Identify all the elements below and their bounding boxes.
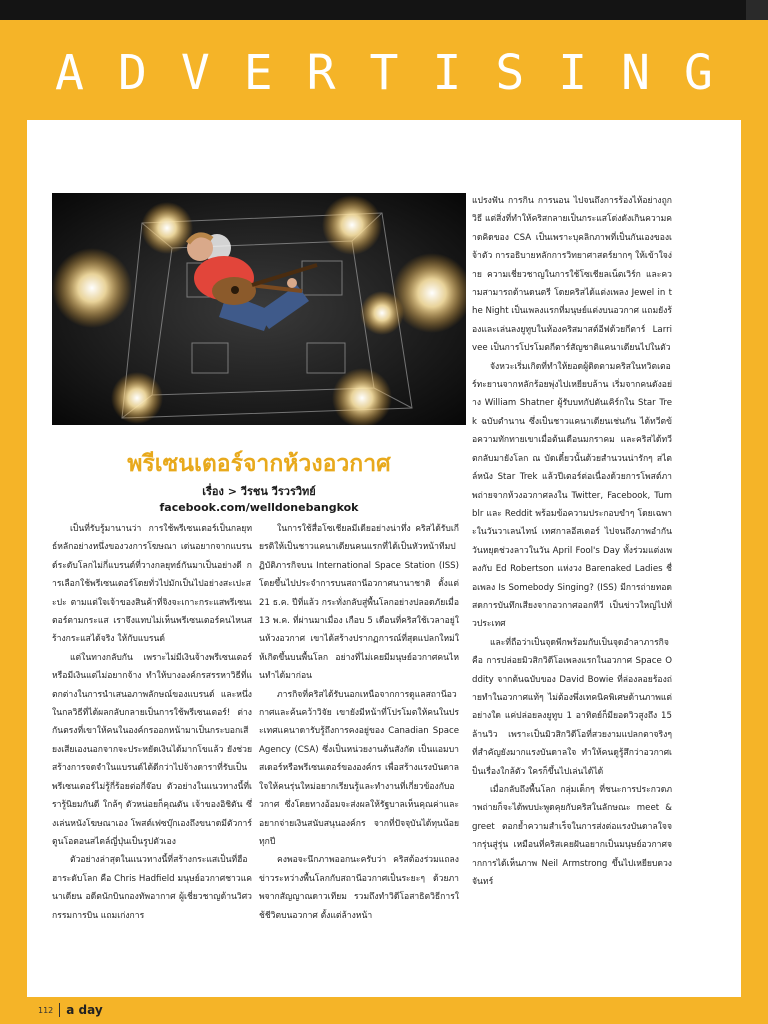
astronaut-guitar-illustration — [52, 193, 466, 425]
paragraph: จังหวะเริ่มเกิดที่ทำให้ยอดผู้ติดตามคริสในทวิตเตอร์ทะยานจากหลักร้อยพุ่งไปเหยียบล้าน เริ่มจากคนดังอย่าง William Shatner ผู้รับบทกัปตันเคิร์กใน Star Trek ฉบับตำนาน ซึ่งเป็นชาวแคนาเดียนเช่นกัน ได้ทวีตข้อความทักทายเขาเมื่อต้นเดือนมกราคม และคริสได้ทวีตกลับมายังโลก ณ บัดเดี๋ยวนั้นด้วยสำนวนน่ารักๆ สไตล์หนัง Star Trek แล้วปีเตอร์ต่อเนื่องด้วยการโพสต์ภาพถ่ายจากห้วงอวกาศลงใน Twitter, Facebook, Tumblr และ Reddit พร้อมข้อความประกอบขำๆ โดยเฉพาะในวันวาเลนไทน์ เทศกาลอีสเตอร์ ไปจนถึงภาพอำกันวันหยุดช่วงลาวในวัน April Fool's Day ทั้งร่วมแต่งเพลงกับ Ed Robertson แห่งวง Barenaked Ladies ชื่อเพลง Is Somebody Singing? (ISS) มีการถ่ายทอดสดการบันทึกเสียงจากอวกาศออกทีวี เป็นข่าวใหญ่ไปทั่วประเทศ — [472, 361, 672, 630]
hero-illustration — [52, 193, 466, 425]
body-column-3 — [472, 192, 672, 952]
page-number: 112 — [38, 1005, 54, 1015]
paragraph: เป็นที่รับรู้มานานว่า การใช้พรีเซนเตอร์เป็นกลยุทธ์หลักอย่างหนึ่งของวงการโฆษณา เด่นอยากจากแบรนด์ระดับโลกไม่กี่แบรนด์ที่วางกลยุทธ์กันมาเป็นอย่างดี การเลือกใช้พรีเซนเตอร์โดยทั่วไปมักเป็นไปอย่างสะเปะสะปะ ตามแต่ใจเจ้าของสินค้าที่จิงจะเกาะกระแสพรีเซนเตอร์ตามกระแส เราจึงแทบไม่เห็นพรีเซนเตอร์คนไหนสร้างกระแสได้จริง ให้กับแบรนด์ — [52, 524, 252, 645]
section-title: ADVERTISING — [55, 45, 747, 101]
paragraph: เมื่อกลับถึงพื้นโลก กลุ่มเด็กๆ ที่ชนะการประกวดภาพถ่ายก็จะได้พบปะพูดคุยกับคริสในลักษณะ meet & greet ตอกย้ำความสำเร็จในการส่งต่อแรงบันดาลใจจากรุ่นสู่รุ่น เหมือนที่คริสเคยฝันอยากเป็นมนุษย์อวกาศจากการได้เห็นภาพ Neil Armstrong ขึ้นไปเหยียบดวงจันทร์ — [472, 785, 672, 888]
paragraph: ภารกิจที่คริสได้รับนอกเหนือจากการดูแลสถานีอวกาศและค้นคว้าวิจัย เขายังมีหน้าที่โปรโมตให้คนในประเทศแคนาดารับรู้ถึงการคงอยู่ของ Canadian Space Agency (CSA) ซึ่งเป็นหน่วยงานต้นสังกัด เป็นแอมบาสเดอร์หรือพรีเซนเตอร์ขององค์กร เพื่อสร้างแรงบันดาลใจให้คนรุ่นใหม่อยากเรียนรู้และทำงานที่เกี่ยวข้องกับอวกาศ ซึ่งโดยทางอ้อมจะส่งผลให้รัฐบาลเห็นคุณค่าและอยากจ่ายเงินสนับสนุนองค์กร จากที่ปัจจุบันได้ทุนน้อยทุกปี — [259, 689, 459, 847]
paragraph: คงพอจะนึกภาพออกนะครับว่า คริสต้องร่วมแถลงข่าวระหว่างพื้นโลกกับสถานีอวกาศเป็นระยะๆ ด้วยภาพจากสัญญาณดาวเทียม รวมถึงทำวิดีโอสาธิตวิธีการใช้ชีวิตบนอวกาศ ตั้งแต่ล้างหน้า — [259, 855, 459, 921]
article-title: พรีเซนเตอร์จากห้วงอวกาศ — [127, 451, 391, 477]
magazine-brand: a day — [66, 1003, 103, 1017]
top-black-strip — [0, 0, 768, 20]
top-corner — [746, 0, 768, 20]
paragraph: แต่ในทางกลับกัน เพราะไม่มีเงินจ้างพรีเซนเตอร์ หรือมีเงินแต่ไม่อยากจ้าง ทำให้บางองค์กรสรรหาวิธีที่แตกต่างในการนำเสนอภาพลักษณ์ของแบรนด์ และหนึ่งในกลวิธีที่ได้ผลกลับกลายเป็นการใช้พรีเซนเตอร์! ต่างกันตรงที่เขาให้คนในองค์กรออกหน้ามาเป็นกระบอกเสียงเสียเองนอกจากจะประหยัดเงินได้มากโขแล้ว ยังช่วยสร้างการจดจำในแบรนด์ได้ดีกว่าไปจ้างดาราที่รับเป็นพรีเซนเตอร์ไม่รู้กี่ร้อยต่อกี่จ๊อบ ตัวอย่างในแนวทางนี้ที่เรารู้นิยมกันดี ใกล้ๆ ตัวหน่อยก็คุณตัน เจ้าของอิชิตัน ซึ่งเล่นหนังโฆษณาเอง โพสต์เฟซบุ๊กเองถึงขนาดมีตัวการ์ตูนโอตอนสไตล์ญี่ปุ่นเป็นรูปตัวเอง — [52, 652, 252, 847]
paragraph: แปรงฟัน การกิน การนอน ไปจนถึงการร้องไห้อย่างถูกวิธี แต่สิ่งที่ทำให้คริสกลายเป็นกระแสโด่งดังเกินความคาดคิดของ CSA เป็นเพราะบุคลิกภาพที่เป็นกันเองของเจ้าตัว การอธิบายหลักการวิทยาศาสตร์ยากๆ ให้เข้าใจง่าย ความเชี่ยวชาญในการใช้โซเชียลเน็ตเวิร์ก และความสามารถด้านดนตรี โดยคริสได้แต่งเพลง Jewel in the Night เป็นเพลงแรกที่มนุษย์แต่งบนอวกาศ แถมยังร้องและเล่นลงยูทูบในห้องคริสมาสต์อีฟด้วยกีตาร์ Larrivee เป็นการโปรโมตกีตาร์สัญชาติแคนาเดียนไปในตัว — [472, 196, 672, 354]
body-column-1 — [52, 520, 252, 950]
paragraph: ในการใช้สื่อโซเชียลมีเดียอย่างน่าทึ่ง คริสได้รับเกียรติให้เป็นชาวแคนาเดียนคนแรกที่ได้เป็นหัวหน้าทีมปฏิบัติภารกิจบน International Space Station (ISS) โดยขึ้นไปประจำการบนสถานีอวกาศนานาชาติ ตั้งแต่ 21 ธ.ค. ปีที่แล้ว กระทั่งกลับสู่พื้นโลกอย่างปลอดภัยเมื่อ 13 พ.ค. ที่ผ่านมาเมื่อง เกือบ 5 เดือนที่คริสใช้เวลาอยู่ในห้วงอวกาศ เขาได้สร้างปรากฏการณ์ที่สุดแปลกใหม่ให้เกิดขึ้นบนพื้นโลก อย่างที่ไม่เคยมีมนุษย์อวกาศคนไหนทำได้มาก่อน — [259, 524, 459, 682]
page-folio — [38, 1000, 103, 1020]
body-column-2 — [259, 520, 459, 950]
folio-divider — [59, 1003, 60, 1017]
paragraph: ตัวอย่างล่าสุดในแนวทางนี้ที่สร้างกระแสเป็นที่ฮือฮาระดับโลก คือ Chris Hadfield มนุษย์อวกาศชาวแคนาเดียน อดีตนักบินกองทัพอากาศ ผู้เชี่ยวชาญด้านวิศวกรรมการบิน แถมเก่งการ — [52, 855, 252, 921]
paragraph: และที่ถือว่าเป็นจุดพีกพร้อมกับเป็นจุดอำลาภารกิจคือ การปล่อยมิวสิกวิดีโอเพลงแรกในอวกาศ Space Oddity จากต้นฉบับของ David Bowie ที่ล่องลอยร้องถ่ายทำในอวกาศแท้ๆ ไม่ต้องพึ่งเทคนิคพิเศษด้านภาพแต่อย่างใด แค่ปล่อยลงยูทูบ 1 อาทิตย์ก็มียอดวิวสูงถึง 15 ล้านวิว เพราะเป็นมิวสิกวิดีโอที่สวยงามแปลกตาจริงๆ ที่สำคัญยังมากแรงบันดาลใจ ทำให้คนดูรู้สึกว่าอวกาศเป็นเรื่องใกล้ตัว ใครก็ขึ้นไปเล่นได้ได้ — [472, 637, 672, 777]
byline: เรื่อง > วีรชน วีรวรวิทย์ — [202, 485, 316, 498]
facebook-link[interactable]: facebook.com/welldonebangkok — [159, 501, 359, 514]
